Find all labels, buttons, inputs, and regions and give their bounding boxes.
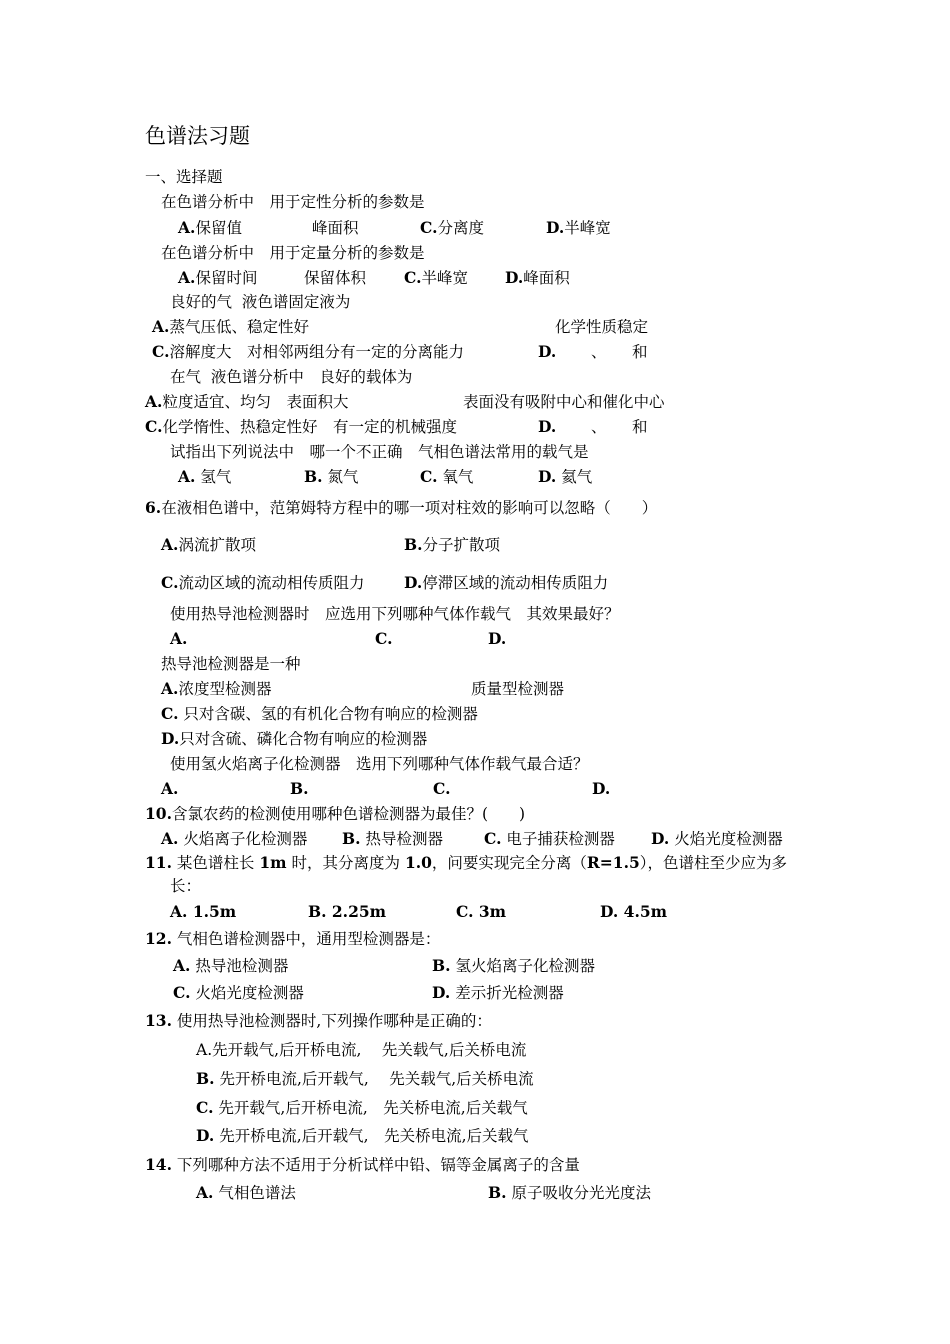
q6-option-a: A.涡流扩散项 bbox=[161, 535, 256, 554]
q7-stem: 使用热导池检测器时 应选用下列哪种气体作载气 其效果最好？ bbox=[170, 605, 620, 623]
q12-option-b: B. 氢火焰离子化检测器 bbox=[432, 956, 595, 975]
q3-stem: 良好的气 液色谱固定液为 bbox=[170, 293, 351, 311]
q9-stem: 使用氢火焰离子化检测器 选用下列哪种气体作载气最合适？ bbox=[170, 755, 589, 773]
q2-option-b: 保留体积 bbox=[304, 269, 367, 287]
q13-option-d: D. 先开桥电流,后开载气, 先关桥电流,后关载气 bbox=[196, 1126, 529, 1145]
q3-option-c: C.溶解度大 对相邻两组分有一定的分离能力 bbox=[152, 342, 464, 361]
q6-stem: 6.在液相色谱中，范第姆特方程中的哪一项对柱效的影响可以忽略（ ） bbox=[145, 498, 658, 517]
q14-stem: 14. 下列哪种方法不适用于分析试样中铅、镉等金属离子的含量 bbox=[145, 1155, 580, 1174]
q5-option-c: C. 氧气 bbox=[420, 467, 474, 486]
q2-option-d: D.峰面积 bbox=[505, 268, 570, 287]
q1-option-d: D.半峰宽 bbox=[546, 218, 611, 237]
q10-option-b: B. 热导检测器 bbox=[342, 829, 443, 848]
q3-option-d: D. bbox=[538, 342, 557, 361]
q13-option-a: A.先开载气,后开桥电流, 先关载气,后关桥电流 bbox=[196, 1041, 527, 1059]
q9-option-a: A. bbox=[161, 779, 179, 798]
q4-option-b: 表面没有吸附中心和催化中心 bbox=[463, 393, 665, 411]
q12-option-d: D. 差示折光检测器 bbox=[432, 983, 564, 1002]
q5-stem: 试指出下列说法中 哪一个不正确 气相色谱法常用的载气是 bbox=[170, 443, 589, 461]
q10-option-a: A. 火焰离子化检测器 bbox=[161, 829, 308, 848]
q1-option-a: A.保留值 bbox=[178, 218, 242, 237]
q12-option-a: A. 热导池检测器 bbox=[173, 956, 289, 975]
q4-option-d-sep: 、 bbox=[591, 418, 607, 436]
section-heading: 一、选择题 bbox=[145, 168, 223, 186]
q4-stem: 在气 液色谱分析中 良好的载体为 bbox=[170, 368, 413, 386]
q2-option-a: A.保留时间 bbox=[178, 268, 258, 287]
q14-option-b: B. 原子吸收分光光度法 bbox=[488, 1183, 651, 1202]
q10-option-c: C. 电子捕获检测器 bbox=[484, 829, 615, 848]
q11-option-d: D. 4.5m bbox=[600, 902, 668, 921]
q3-option-d-sep: 、 bbox=[591, 343, 607, 361]
q11-option-c: C. 3m bbox=[456, 902, 507, 921]
q8-stem: 热导池检测器是一种 bbox=[161, 655, 301, 673]
q9-option-d: D. bbox=[592, 779, 611, 798]
q11-option-a: A. 1.5m bbox=[170, 902, 237, 921]
q2-option-c: C.半峰宽 bbox=[404, 268, 468, 287]
q1-option-b: 峰面积 bbox=[312, 219, 359, 237]
q3-option-d-and: 和 bbox=[632, 343, 648, 361]
page-title: 色谱法习题 bbox=[145, 124, 250, 148]
q4-option-d: D. bbox=[538, 417, 557, 436]
q14-option-a: A. 气相色谱法 bbox=[196, 1183, 296, 1202]
q4-option-d-and: 和 bbox=[632, 418, 648, 436]
q4-option-a: A.粒度适宜、均匀 表面积大 bbox=[145, 392, 349, 411]
q6-option-c: C.流动区域的流动相传质阻力 bbox=[161, 573, 365, 592]
q13-option-c: C. 先开载气,后开桥电流, 先关桥电流,后关载气 bbox=[196, 1098, 528, 1117]
q5-option-d: D. 氦气 bbox=[538, 467, 593, 486]
q11-option-b: B. 2.25m bbox=[308, 902, 387, 921]
q10-stem: 10.含氯农药的检测使用哪种色谱检测器为最佳？( ) bbox=[145, 804, 526, 823]
q2-stem: 在色谱分析中 用于定量分析的参数是 bbox=[161, 244, 425, 262]
q5-option-b: B. 氮气 bbox=[304, 467, 359, 486]
q10-option-d: D. 火焰光度检测器 bbox=[651, 829, 783, 848]
q6-option-d: D.停滞区域的流动相传质阻力 bbox=[404, 573, 609, 592]
q11-stem: 11. 某色谱柱长 1m 时，其分离度为 1.0，问要实现完全分离（R=1.5），色谱柱至少应为多 bbox=[145, 853, 788, 872]
q8-option-a: A.浓度型检测器 bbox=[161, 679, 272, 698]
q7-option-a: A. bbox=[170, 629, 188, 648]
q9-option-c: C. bbox=[433, 779, 451, 798]
q1-stem: 在色谱分析中 用于定性分析的参数是 bbox=[161, 193, 425, 211]
q12-option-c: C. 火焰光度检测器 bbox=[173, 983, 304, 1002]
q1-option-c: C.分离度 bbox=[420, 218, 484, 237]
q4-option-c: C.化学惰性、热稳定性好 有一定的机械强度 bbox=[145, 417, 457, 436]
q7-option-c: C. bbox=[375, 629, 393, 648]
q6-option-b: B.分子扩散项 bbox=[404, 535, 501, 554]
q8-option-d: D.只对含硫、磷化合物有响应的检测器 bbox=[161, 729, 428, 748]
q7-option-d: D. bbox=[488, 629, 507, 648]
q3-option-a: A.蒸气压低、稳定性好 bbox=[152, 317, 309, 336]
q5-option-a: A. 氢气 bbox=[178, 467, 232, 486]
q8-option-c: C. 只对含碳、氢的有机化合物有响应的检测器 bbox=[161, 704, 478, 723]
q11-stem-cont: 长： bbox=[170, 877, 202, 895]
q8-option-b: 质量型检测器 bbox=[471, 680, 565, 698]
q3-option-b: 化学性质稳定 bbox=[555, 318, 649, 336]
q13-stem: 13. 使用热导池检测器时,下列操作哪种是正确的： bbox=[145, 1011, 492, 1030]
q9-option-b: B. bbox=[290, 779, 309, 798]
q13-option-b: B. 先开桥电流,后开载气, 先关载气,后关桥电流 bbox=[196, 1069, 534, 1088]
q12-stem: 12. 气相色谱检测器中，通用型检测器是： bbox=[145, 929, 441, 948]
